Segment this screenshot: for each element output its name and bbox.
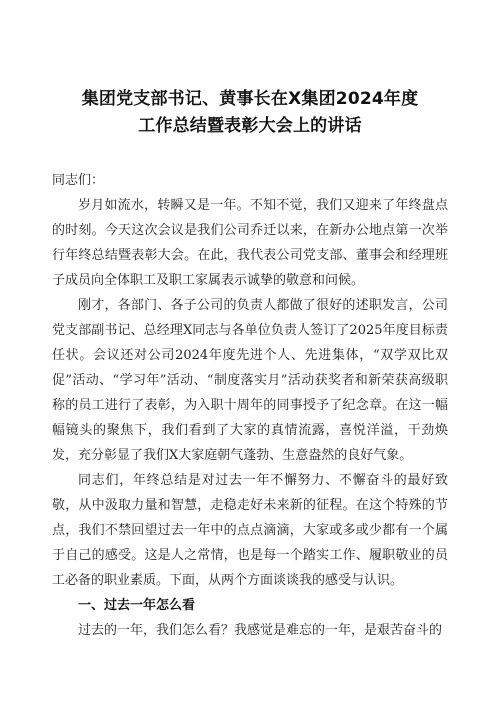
- title-line-1: 集团党支部书记、黄事长在X集团2024年度: [81, 89, 419, 109]
- paragraph-reflection: 同志们，年终总结是对过去一年不懈努力、不懈奋斗的最好致敬，从中汲取力量和智慧，走稳走好未来新的征程。在这个特殊的节点，我们不禁回望过去一年中的点点滴滴，大家或多或少都有一个属于自己的感受。这是人之常情，也是每一个踏实工作、履职敬业的员工必备的职业素质。下面，从两个方面谈谈我的感受与认识。: [52, 473, 448, 588]
- paragraph-past-year: 过去的一年，我们怎么看？我感觉是难忘的一年，是艰苦奋斗的: [78, 623, 443, 638]
- section-heading: 一、过去一年怎么看: [78, 598, 196, 613]
- document-title: [52, 86, 448, 140]
- title-line-2: 工作总结暨表彰大会上的讲话: [138, 116, 362, 136]
- paragraph-commendation: 刚才，各部门、各子公司的负责人都做了很好的述职发言，公司党支部副书记、总经理X同志与各单位负责人签订了2025年度目标责任状。会议还对公司2024年度先进个人、先进集体，“双学双比双促”活动、“学习年”活动、“制度落实月”活动获奖者和新荣获高级职称的员工进行了表彰，为入职十周年的同事授予了纪念章。在这一幅幅镜头的聚焦下，我们看到了大家的真情流露，喜悦洋溢，干劲焕发，充分彰显了我们X大家庭朝气蓬勃、生意盎然的良好气象。: [52, 298, 448, 463]
- speech-body: [52, 168, 448, 643]
- paragraph-opening: 岁月如流水，转瞬又是一年。不知不觉，我们又迎来了年终盘点的时刻。今天这次会议是我们公司乔迁以来，在新办公地点第一次举行年终总结暨表彰大会。在此，我代表公司党支部、董事会和经理班子成员向全体职工及职工家属表示诚挚的敬意和问候。: [52, 198, 448, 288]
- salutation: 同志们：: [52, 173, 105, 188]
